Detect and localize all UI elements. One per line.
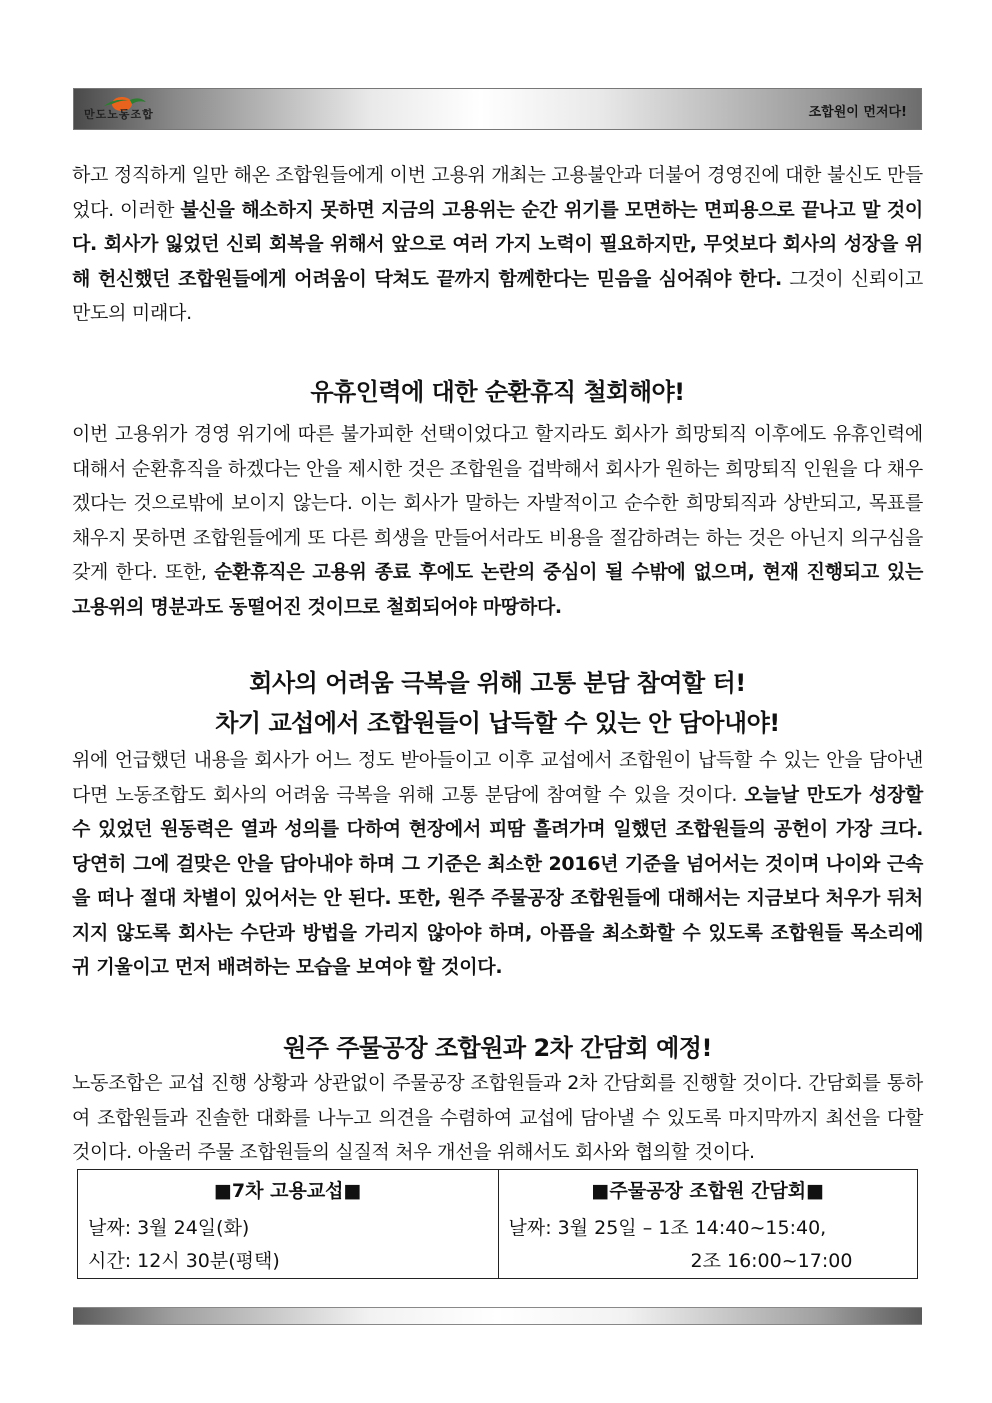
heading-wonju-meeting: 원주 주물공장 조합원과 2차 간담회 예정! [283, 1034, 712, 1062]
schedule-negotiation-time: 시간: 12시 30분(평택) [88, 1250, 280, 1272]
header-motto: 조합원이 먼저다! [808, 105, 907, 120]
header-bar [73, 88, 922, 130]
logo-text: 만도노동조합 [84, 108, 154, 121]
schedule-negotiation [78, 1170, 498, 1278]
schedule-meeting-group2: 2조 16:00~17:00 [690, 1250, 853, 1272]
schedule-meeting-title: ■주물공장 조합원 간담회■ [591, 1180, 825, 1202]
footer-bar [73, 1307, 922, 1325]
schedule-meeting [498, 1170, 918, 1278]
schedule-table [77, 1169, 918, 1279]
schedule-negotiation-title: ■7차 고용교섭■ [213, 1180, 362, 1202]
schedule-meeting-date: 날짜: 3월 25일 – 1조 14:40~15:40, [508, 1217, 827, 1239]
schedule-negotiation-date: 날짜: 3월 24일(화) [88, 1217, 250, 1239]
paragraph-wonju-meeting: 노동조합은 교섭 진행 상황과 상관없이 주물공장 조합원들과 2차 간담회를 진행할 것이다. 간담회를 통하여 조합원들과 진솔한 대화를 나누고 의견을 수렴하여 교섭에 담아낼 수 있도록 마지막까지 최선을 다할 것이다. 아울러 주물 조합원들의 실질적 처우 개선을 위해서도 회사와 협의할 것이다. [72, 1072, 923, 1163]
paragraph-burden-sharing: 위에 언급했던 내용을 회사가 어느 정도 받아들이고 이후 교섭에서 조합원이 납득할 수 있는 안을 담아낸다면 노동조합도 회사의 어려움 극복을 위해 고통 분담에 참여할 수 있을 것이다. 오늘날 만도가 성장할 수 있었던 원동력은 열과 성의를 다하여 현장에서 피땀 흘려가며 일했던 조합원들의 공헌이 가장 크다. 당연히 그에 걸맞은 안을 담아내야 하며 그 기준은 최소한 2016년 기준을 넘어서는 것이며 나이와 근속을 떠나 절대 차별이 있어서는 안 된다. 또한, 원주 주물공장 조합원들에 대해서는 지금보다 처우가 뒤처지지 않도록 회사는 수단과 방법을 가리지 않아야 하며, 아픔을 최소화할 수 있도록 조합원들 목소리에 귀 기울이고 먼저 배려하는 모습을 보여야 할 것이다. [72, 749, 923, 978]
paragraph-rotation-leave: 이번 고용위가 경영 위기에 따른 불가피한 선택이었다고 할지라도 회사가 희망퇴직 이후에도 유휴인력에 대해서 순환휴직을 하겠다는 안을 제시한 것은 조합원을 겁박해서 회사가 원하는 희망퇴직 인원을 다 채우겠다는 것으로밖에 보이지 않는다. 이는 회사가 말하는 자발적이고 순수한 희망퇴직과 상반되고, 목표를 채우지 못하면 조합원들에게 또 다른 희생을 만들어서라도 비용을 절감하려는 하는 것은 아닌지 의구심을 갖게 한다. 또한, 순환휴직은 고용위 종료 후에도 논란의 중심이 될 수밖에 없으며, 현재 진행되고 있는 고용위의 명분과도 동떨어진 것이므로 철회되어야 마땅하다. [72, 423, 924, 618]
heading-next-negotiation: 차기 교섭에서 조합원들이 납득할 수 있는 안 담아내야! [215, 709, 780, 737]
paragraph-trust: 하고 정직하게 일만 해온 조합원들에게 이번 고용위 개최는 고용불안과 더불어 경영진에 대한 불신도 만들었다. 이러한 불신을 해소하지 못하면 지금의 고용위는 순간 위기를 모면하는 면피용으로 끝나고 말 것이다. 회사가 잃었던 신뢰 회복을 위해서 앞으로 여러 가지 노력이 필요하지만, 무엇보다 회사의 성장을 위해 헌신했던 조합원들에게 어려움이 닥쳐도 끝까지 함께한다는 믿음을 심어줘야 한다. 그것이 신뢰이고 만도의 미래다. [72, 164, 923, 324]
heading-rotation-leave: 유휴인력에 대한 순환휴직 철회해야! [310, 378, 685, 406]
heading-burden-sharing: 회사의 어려움 극복을 위해 고통 분담 참여할 터! [249, 669, 746, 697]
